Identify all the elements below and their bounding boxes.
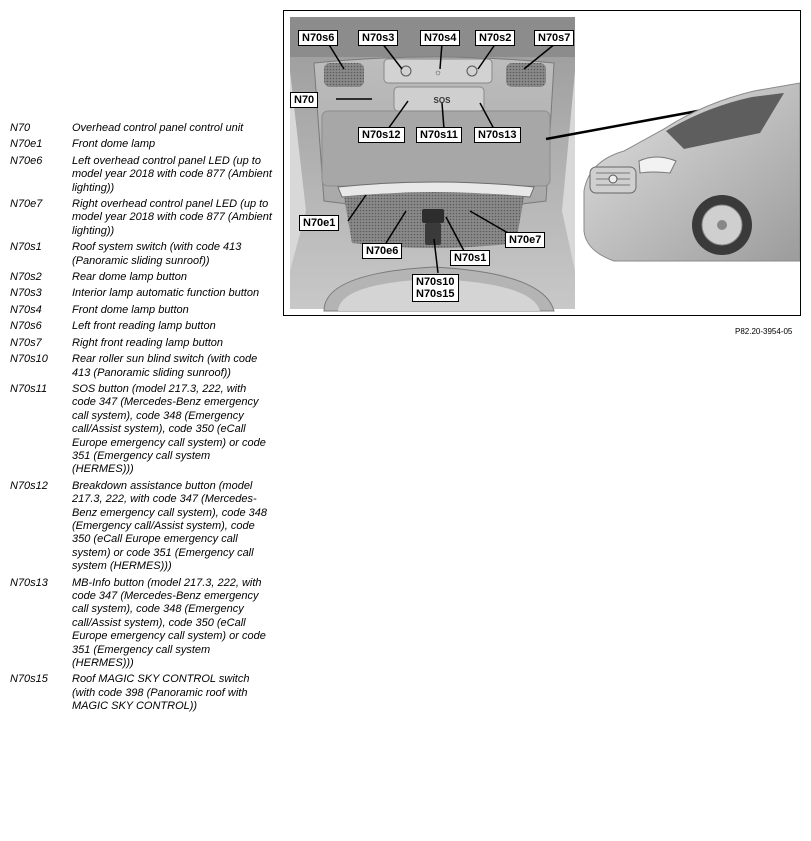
- callout-n70s4: N70s4: [420, 30, 460, 46]
- legend-code: N70s12: [10, 479, 48, 492]
- callout-n70s10: N70s10: [416, 276, 455, 288]
- legend-description: Roof system switch (with code 413 (Panoramic sliding sunroof)): [72, 241, 242, 267]
- legend-item: [10, 337, 272, 350]
- callout-n70e6: N70e6: [362, 243, 402, 259]
- callout-n70s3: N70s3: [358, 30, 398, 46]
- callout-n70e7: N70e7: [505, 232, 545, 248]
- svg-text:☼: ☼: [433, 67, 443, 77]
- legend-description: Overhead control panel control unit: [72, 122, 244, 134]
- legend-description: Front dome lamp: [72, 138, 156, 151]
- callout-n70s11: N70s11: [416, 127, 462, 143]
- legend-description: SOS button (model 217.3, 222, with code 347 (Mercedes-Benz emergency call system), code 348 (Emergency call/Assist system), code 350 (eCall Europe emergency call system) or code 351 (Emergency call system (HERMES))): [72, 382, 266, 476]
- callout-n70: N70: [290, 92, 318, 108]
- legend-item: [10, 271, 272, 284]
- legend-code: N70s11: [10, 382, 48, 395]
- callout-n70e1: N70e1: [299, 215, 339, 231]
- legend-item: [10, 287, 272, 300]
- callout-n70s13: N70s13: [474, 127, 521, 143]
- legend-code: N70e7: [10, 198, 43, 211]
- legend-description: Interior lamp automatic function button: [72, 287, 260, 300]
- legend-description: Rear dome lamp button: [72, 271, 187, 284]
- callout-n70s12: N70s12: [358, 127, 405, 143]
- legend-description: Roof MAGIC SKY CONTROL switch (with code 398 (Panoramic roof with MAGIC SKY CONTROL)): [72, 673, 250, 713]
- legend-item: [10, 198, 272, 238]
- callout-lines: [284, 11, 800, 315]
- legend-item: [10, 577, 272, 671]
- legend-item: [10, 480, 272, 574]
- legend-description: Breakdown assistance button (model 217.3, 222, with code 347 (Mercedes-Benz emergency call system), code 348 (Emergency call/Assist system), code 350 (eCall Europe emergency call system) or code 351 (Emergency call system (HERMES))): [72, 479, 268, 573]
- legend-code: N70s2: [10, 271, 42, 284]
- legend-item: [10, 673, 272, 713]
- legend-item: [10, 353, 272, 380]
- callout-n70s15: N70s15: [416, 288, 455, 300]
- legend-item: [10, 122, 272, 135]
- figure-id: P82.20-3954-05: [735, 327, 793, 336]
- legend-description: Right front reading lamp button: [72, 336, 224, 349]
- legend-code: N70s4: [10, 303, 42, 316]
- legend-description: Left overhead control panel LED (up to model year 2018 with code 877 (Ambient lighting)): [72, 154, 272, 194]
- legend-item: [10, 155, 272, 195]
- figure-frame: [283, 10, 801, 316]
- callout-n70s2: N70s2: [475, 30, 515, 46]
- callout-n70s1: N70s1: [450, 250, 490, 266]
- legend-item: [10, 241, 272, 268]
- legend-code: N70s6: [10, 320, 42, 333]
- callout-n70s6: N70s6: [298, 30, 338, 46]
- sos-button-label: SOS: [433, 96, 451, 105]
- legend-code: N70: [10, 122, 31, 134]
- legend-item: [10, 304, 272, 317]
- legend-code: N70s13: [10, 576, 48, 589]
- legend-code: N70s3: [10, 287, 42, 300]
- legend-description: MB-Info button (model 217.3, 222, with code 347 (Mercedes-Benz emergency call system), code 348 (Emergency call/Assist system), code 350 (eCall Europe emergency call system) or code 351 (Emergency call system (HERMES))): [72, 576, 266, 670]
- callout-n70s10-n70s15: [412, 274, 459, 302]
- legend-item: [10, 383, 272, 477]
- legend-code: N70s15: [10, 673, 48, 686]
- legend-description: Front dome lamp button: [72, 303, 189, 316]
- legend-list: [10, 122, 272, 717]
- legend-item: [10, 138, 272, 151]
- legend-description: Rear roller sun blind switch (with code 413 (Panoramic sliding sunroof)): [72, 353, 258, 379]
- legend-code: N70s7: [10, 336, 42, 349]
- legend-code: N70s10: [10, 353, 48, 366]
- legend-description: Left front reading lamp button: [72, 320, 216, 333]
- legend-item: [10, 320, 272, 333]
- legend-code: N70e1: [10, 138, 43, 151]
- legend-code: N70s1: [10, 241, 42, 254]
- callout-n70s7: N70s7: [534, 30, 574, 46]
- legend-code: N70e6: [10, 154, 43, 167]
- legend-description: Right overhead control panel LED (up to model year 2018 with code 877 (Ambient lighting)): [72, 198, 272, 237]
